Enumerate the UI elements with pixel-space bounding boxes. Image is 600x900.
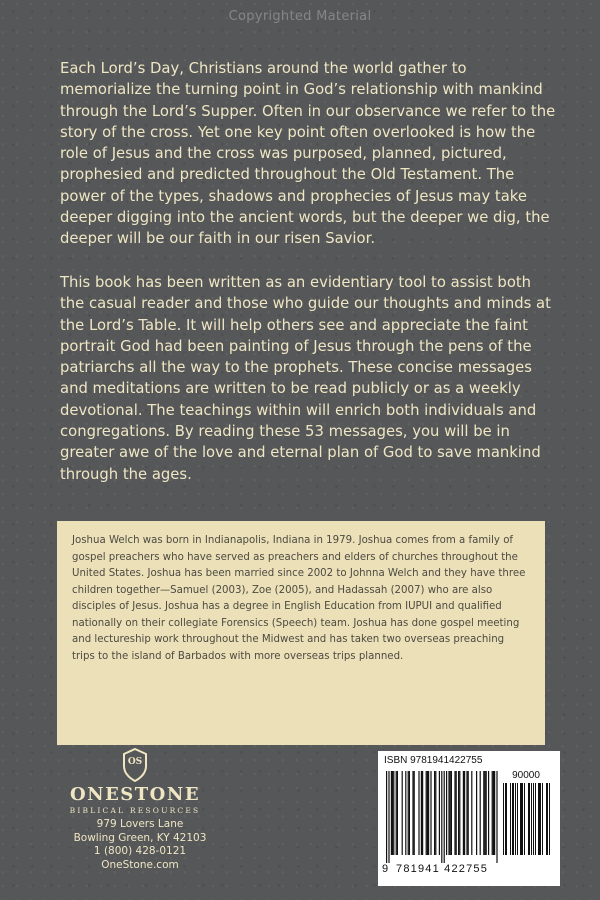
barcode-bar [463, 771, 464, 855]
addon-bar [540, 783, 541, 855]
logo-monogram: OS [127, 757, 143, 767]
address-website: OneStone.com [101, 858, 179, 871]
blurb-paragraph-2: This book has been written as an evidentiary tool to assist both the casual reader and those who guide our thoughts and minds at the Lord’s Table. It will help others see and appreciate the faint portrait God had been painting of Jesus through the pens of the patriarchs all the way to the prophets. These concise messages and meditations are written to be read publicly or as a weekly devotional. The teachings within will enrich both individuals and congregations. By reading these 53 messages, you will be in greater awe of the love and eternal plan of God to save mankind through the ages. [60, 274, 551, 483]
barcode-bar [446, 771, 447, 855]
barcode-bar [483, 771, 484, 855]
addon-bar [512, 783, 513, 855]
barcode-bar [480, 771, 481, 855]
address-phone: 1 (800) 428-0121 [93, 845, 187, 858]
isbn-barcode [378, 751, 560, 886]
addon-bar [521, 783, 522, 855]
one-stone-emblem-icon [122, 748, 148, 782]
addon-bar [524, 783, 525, 855]
barcode-bar [434, 771, 435, 855]
addon-bar [531, 783, 532, 855]
price-addon-bars [502, 783, 552, 855]
barcode-bar [396, 771, 397, 855]
barcode-bar [414, 771, 415, 855]
addon-bar [503, 783, 504, 855]
isbn-label: ISBN 9781941422755 [384, 755, 483, 766]
barcode-bar [392, 771, 393, 855]
publisher-address [50, 818, 230, 872]
address-city: Bowling Green, KY 42103 [73, 831, 207, 844]
barcode-bar [439, 771, 440, 855]
price-code: 90000 [512, 770, 540, 781]
addon-bar [515, 783, 516, 855]
barcode-bar [488, 771, 489, 855]
barcode-bar [493, 771, 494, 855]
addon-bar [538, 783, 539, 855]
barcode-bar [464, 771, 465, 855]
barcode-bar [484, 771, 485, 855]
barcode-bar [435, 771, 436, 855]
addon-bar [549, 783, 550, 855]
barcode-bar [466, 771, 467, 855]
addon-bar [510, 783, 511, 855]
addon-bar [547, 783, 548, 855]
barcode-bar [408, 771, 409, 855]
blurb-paragraph-1: Each Lord’s Day, Christians around the world gather to memorialize the turning point in God’s relationship with mankind through the Lord’s Supper. Often in our observance we refer to the story of the cross. Yet one key point often overlooked is how the role of Jesus and the cross was purposed, planned, pictured, prophesied and predicted throughout the Old Testament. The power of the types, shadows and prophecies of Jesus may take deeper digging into the ancient words, but the deeper we dig, the deeper will be our faith in our risen Savior. [60, 60, 556, 248]
barcode-bar [471, 771, 472, 855]
barcode-bar [391, 771, 392, 855]
barcode-bar [430, 771, 431, 855]
barcode-bar [428, 771, 429, 855]
barcode-bar [388, 771, 389, 863]
addon-bar [522, 783, 523, 855]
barcode-bar [456, 771, 457, 855]
publisher-name: ONESTONE [69, 784, 201, 805]
addon-bar [520, 783, 521, 855]
barcode-bar [421, 771, 422, 855]
barcode-bar [412, 771, 413, 855]
barcode-bar [418, 771, 419, 855]
isbn-digit-first: 9 [382, 863, 389, 875]
barcode-bar [386, 771, 387, 863]
publisher-subtitle: BIBLICAL RESOURCES [69, 806, 201, 815]
ean13-bars [386, 771, 498, 863]
barcode-bar [492, 771, 493, 855]
barcode-bar [496, 771, 497, 863]
barcode-bar [405, 771, 406, 855]
addon-bar [529, 783, 530, 855]
barcode-bar [458, 771, 459, 855]
addon-bar [517, 783, 518, 855]
barcode-bar [427, 771, 428, 855]
addon-bar [546, 783, 547, 855]
addon-bar [539, 783, 540, 855]
addon-bar [542, 783, 543, 855]
barcode-bar [422, 771, 423, 855]
barcode-bar [450, 771, 451, 855]
barcode-bar [393, 771, 394, 855]
author-bio-text: Joshua Welch was born in Indianapolis, Indiana in 1979. Joshua comes from a family of gospel preachers who have served as preachers and elders of churches throughout the United States. Joshua has been married since 2002 to Johnna Welch and they have three children together—Samuel (2003), Zoe (2005), and Hadassah (2007) who are also disciples of Jesus. Joshua has a degree in English Education from IUPUI and qualified nationally on their collegiate Forensics (Speech) team. Joshua has done gospel meeting and lectureship work throughout the Midwest and has taken two overseas preaching trips to the island of Barbados with more overseas trips planned. [72, 535, 526, 662]
addon-bar [533, 783, 534, 855]
barcode-bar [451, 771, 452, 855]
address-street: 979 Lovers Lane [96, 818, 184, 830]
barcode-bar [486, 771, 487, 855]
addon-bar [528, 783, 529, 855]
barcode-bar [468, 771, 469, 855]
barcode-bar [409, 771, 410, 855]
barcode-bar [402, 771, 403, 855]
barcode-bar [454, 771, 455, 855]
addon-bar [513, 783, 514, 855]
barcode-bar [426, 771, 427, 855]
barcode-bar [441, 771, 442, 863]
barcode-bar [494, 771, 495, 855]
addon-bar [505, 783, 506, 855]
barcode-bar [444, 771, 445, 863]
publisher-logo [50, 748, 220, 815]
barcode-bar [476, 771, 477, 855]
addon-bar [506, 783, 507, 855]
author-bio-box [57, 521, 545, 745]
barcode-bar [459, 771, 460, 855]
barcode-bar [448, 771, 449, 855]
copyright-watermark: Copyrighted Material [228, 9, 372, 24]
isbn-digits: 781941 422755 [396, 863, 489, 875]
addon-bar [535, 783, 536, 855]
barcode-bar [397, 771, 398, 855]
